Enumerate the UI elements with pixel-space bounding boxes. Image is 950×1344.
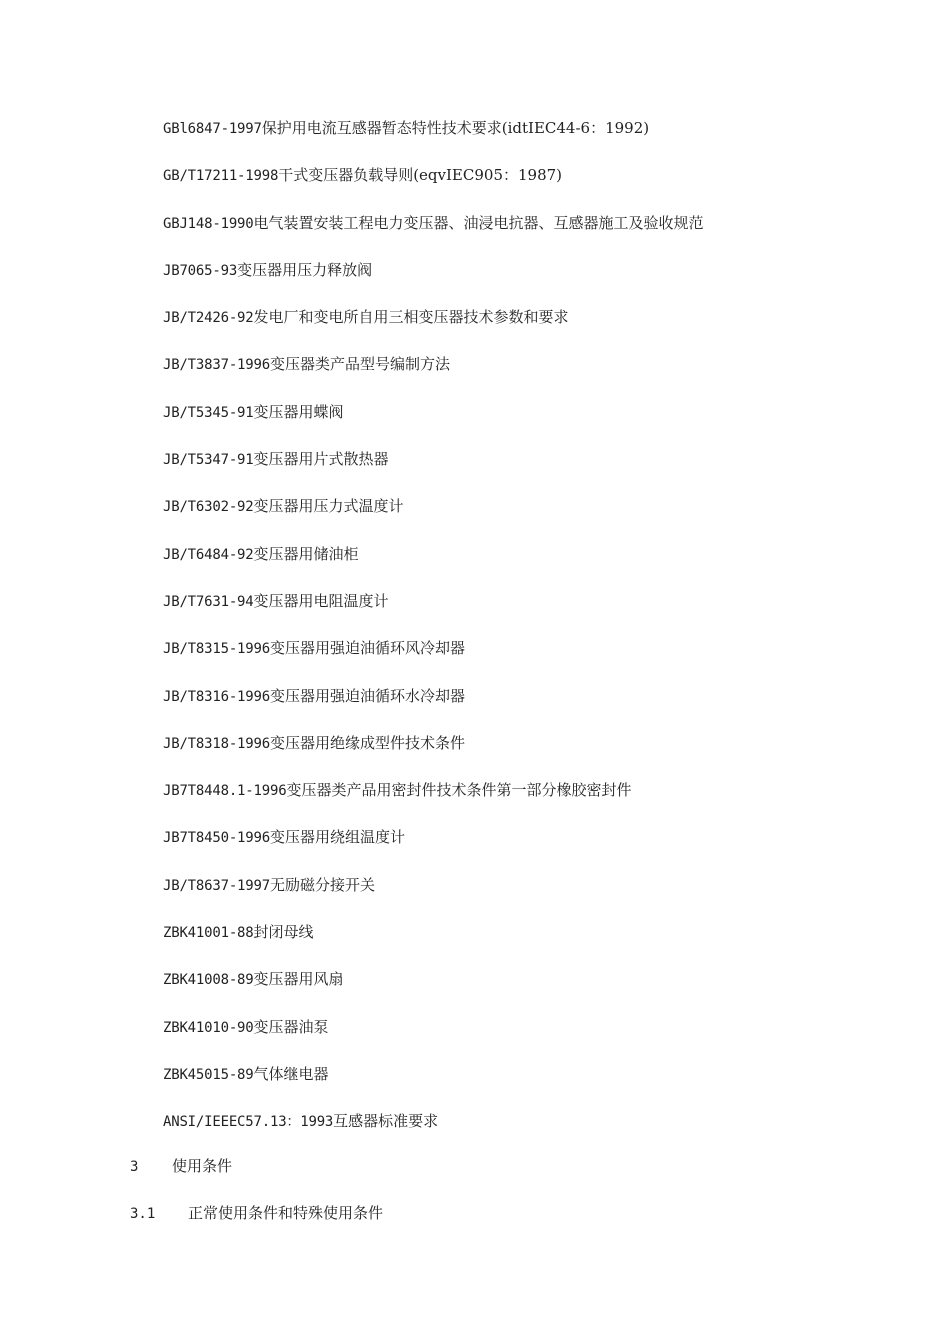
standard-code: ZBK41008-89	[163, 972, 254, 989]
standard-code: GB/T17211-1998	[163, 168, 279, 185]
standard-code: JB7T8448.1-1996	[163, 783, 287, 800]
standard-title: 保护用电流互感器暂态特性技术要求(idtIEC44-6：1992)	[261, 119, 650, 137]
standard-title: 变压器用片式散热器	[253, 450, 389, 469]
standard-title: 变压器用压力式温度计	[253, 497, 404, 516]
standard-code: JB7065-93	[163, 262, 238, 279]
standard-title: 变压器用绝缘成型件技术条件	[269, 733, 465, 752]
standard-item	[163, 494, 704, 541]
standard-title: 变压器类产品型号编制方法	[269, 355, 450, 374]
standard-item	[163, 636, 704, 683]
standard-item	[163, 211, 704, 258]
standard-item	[163, 684, 704, 731]
standard-title: 变压器用强迫油循环水冷却器	[269, 686, 465, 705]
standard-item	[163, 731, 704, 778]
standard-code: JB/T8316-1996	[163, 688, 270, 705]
standard-title: 变压器用风扇	[253, 970, 344, 989]
standard-code: ZBK41010-90	[163, 1019, 254, 1036]
section-number: 3.1	[130, 1206, 156, 1222]
standard-code: JB/T2426-92	[163, 310, 254, 327]
standard-item	[163, 1015, 704, 1062]
standard-item	[163, 305, 704, 352]
standard-code: GBl6847-1997	[163, 121, 262, 137]
standard-title: 变压器用电阻温度计	[253, 591, 389, 610]
standard-code: ZBK41001-88	[163, 925, 254, 942]
standard-title: 干式变压器负载导则(eqvIEC905：1987)	[278, 166, 563, 185]
standard-code: ANSI/IEEEC57.13：1993	[163, 1114, 334, 1131]
standard-code: JB7T8450-1996	[163, 830, 270, 847]
standard-title: 电气装置安装工程电力变压器、油浸电抗器、互感器施工及验收规范	[253, 213, 704, 232]
standard-title: 变压器用绕组温度计	[269, 828, 405, 847]
standard-code: JB/T5347-91	[163, 452, 254, 469]
standard-item	[163, 1109, 704, 1156]
standard-item	[163, 920, 704, 967]
section-heading-3-1	[130, 1201, 383, 1226]
standard-code: JB/T8637-1997	[163, 877, 270, 894]
standard-title: 变压器用储油柜	[253, 544, 359, 563]
standard-item	[163, 1062, 704, 1109]
standard-code: JB/T6302-92	[163, 499, 254, 516]
standard-item	[163, 447, 704, 494]
standard-item	[163, 352, 704, 399]
standard-title: 发电厂和变电所自用三相变压器技术参数和要求	[253, 308, 569, 327]
standard-code: JB/T5345-91	[163, 404, 254, 421]
standard-code: JB/T8318-1996	[163, 735, 270, 752]
section-heading-3	[130, 1154, 232, 1179]
section-title: 使用条件	[172, 1157, 233, 1175]
referenced-standards-list	[163, 116, 704, 1157]
standard-title: 变压器油泵	[253, 1017, 329, 1036]
standard-title: 变压器用压力释放阀	[237, 260, 373, 279]
standard-item	[163, 400, 704, 447]
standard-title: 互感器标准要求	[333, 1112, 439, 1131]
standard-title: 变压器用蝶阀	[253, 402, 344, 421]
standard-code: JB/T7631-94	[163, 593, 254, 610]
section-number: 3	[130, 1159, 139, 1175]
standard-code: JB/T3837-1996	[163, 357, 270, 374]
standard-title: 气体继电器	[253, 1064, 329, 1083]
standard-code: JB/T8315-1996	[163, 641, 270, 658]
standard-title: 封闭母线	[253, 923, 314, 942]
standard-item	[163, 258, 704, 305]
standard-item	[163, 589, 704, 636]
standard-item	[163, 873, 704, 920]
standard-title: 无励磁分接开关	[269, 875, 375, 894]
standard-code: JB/T6484-92	[163, 546, 254, 563]
standard-title: 变压器类产品用密封件技术条件第一部分橡胶密封件	[286, 781, 632, 800]
standard-item	[163, 967, 704, 1014]
standard-item	[163, 825, 704, 872]
standard-item	[163, 116, 704, 163]
standard-code: GBJ148-1990	[163, 215, 254, 232]
standard-code: ZBK45015-89	[163, 1066, 254, 1083]
standard-item	[163, 542, 704, 589]
standard-item	[163, 778, 704, 825]
standard-item	[163, 163, 704, 210]
standard-title: 变压器用强迫油循环风冷却器	[269, 639, 465, 658]
section-title: 正常使用条件和特殊使用条件	[188, 1204, 384, 1222]
